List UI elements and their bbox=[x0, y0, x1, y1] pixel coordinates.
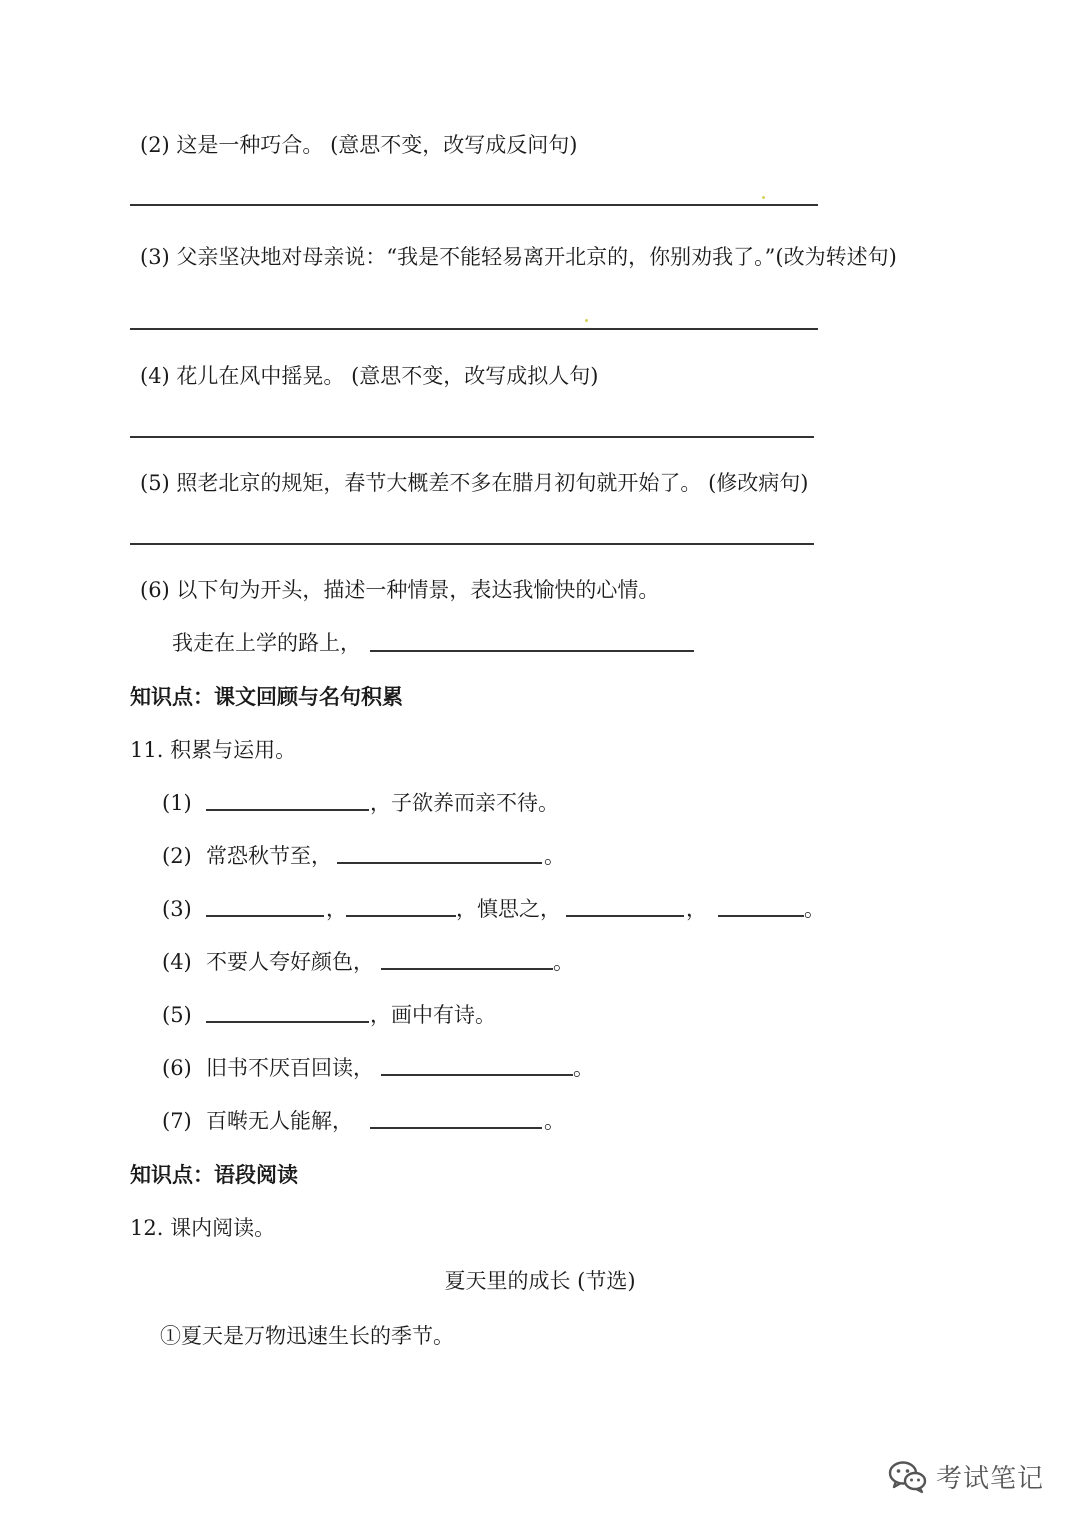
speck bbox=[762, 196, 765, 199]
knowledge-point-heading-2: 知识点：语段阅读 bbox=[130, 1163, 298, 1187]
q11-item-7-after: 。 bbox=[544, 1109, 565, 1133]
watermark-text: 考试笔记 bbox=[935, 1464, 1044, 1494]
wechat-icon bbox=[888, 1460, 928, 1494]
q11-item-6-num: (6) bbox=[162, 1056, 192, 1080]
answer-line-6[interactable] bbox=[370, 650, 694, 652]
q11-item-6-before: 旧书不厌百回读， bbox=[206, 1056, 374, 1080]
q11-blank-4[interactable] bbox=[381, 968, 553, 970]
knowledge-point-heading: 知识点：课文回顾与名句积累 bbox=[130, 685, 403, 709]
question-3: (3) 父亲坚决地对母亲说：“我是不能轻易离开北京的，你别劝我了。”(改为转述句) bbox=[140, 245, 897, 269]
q11-blank-7[interactable] bbox=[370, 1127, 542, 1129]
answer-line-2[interactable] bbox=[130, 204, 818, 206]
q11-item-5-num: (5) bbox=[162, 1003, 192, 1027]
question-5: (5) 照老北京的规矩，春节大概差不多在腊月初旬就开始了。 (修改病句) bbox=[140, 471, 809, 495]
q11-item-3-end: 。 bbox=[804, 897, 825, 921]
answer-line-5[interactable] bbox=[130, 543, 814, 545]
q11-item-7-before: 百啭无人能解， bbox=[206, 1109, 353, 1133]
question-11-title: 11. 积累与运用。 bbox=[130, 738, 297, 762]
q11-item-3-comma: ， bbox=[326, 897, 347, 921]
q11-blank-3a[interactable] bbox=[206, 915, 324, 917]
answer-line-4[interactable] bbox=[130, 436, 814, 438]
question-6: (6) 以下句为开头，描述一种情景，表达我愉快的心情。 bbox=[140, 578, 660, 602]
q11-item-4-num: (4) bbox=[162, 950, 192, 974]
q11-blank-3d[interactable] bbox=[718, 915, 804, 917]
q11-item-7-num: (7) bbox=[162, 1109, 192, 1133]
q11-blank-3b[interactable] bbox=[346, 915, 456, 917]
q11-blank-1[interactable] bbox=[206, 809, 369, 811]
q11-item-3-mid: ，慎思之， bbox=[456, 897, 561, 921]
q11-item-4-before: 不要人夸好颜色， bbox=[206, 950, 374, 974]
q11-blank-2[interactable] bbox=[337, 862, 542, 864]
question-4: (4) 花儿在风中摇晃。 (意思不变，改写成拟人句) bbox=[140, 364, 599, 388]
q11-item-1-num: (1) bbox=[162, 791, 192, 815]
q11-item-1-text: ，子欲养而亲不待。 bbox=[370, 791, 559, 815]
q11-blank-3c[interactable] bbox=[566, 915, 684, 917]
q11-item-4-after: 。 bbox=[553, 950, 574, 974]
answer-line-3[interactable] bbox=[130, 328, 818, 330]
q11-blank-5[interactable] bbox=[206, 1021, 369, 1023]
passage-paragraph-1: ①夏天是万物迅速生长的季节。 bbox=[160, 1324, 454, 1348]
q11-item-2-before: 常恐秋节至， bbox=[206, 844, 332, 868]
q11-item-2-after: 。 bbox=[544, 844, 565, 868]
q11-blank-6[interactable] bbox=[381, 1074, 573, 1076]
passage-title: 夏天里的成长 (节选) bbox=[444, 1269, 636, 1293]
q11-item-2-num: (2) bbox=[162, 844, 192, 868]
q11-item-6-after: 。 bbox=[573, 1056, 594, 1080]
q11-item-3-num: (3) bbox=[162, 897, 192, 921]
question-12-title: 12. 课内阅读。 bbox=[130, 1216, 276, 1240]
watermark bbox=[888, 1458, 1044, 1495]
speck bbox=[585, 319, 588, 322]
question-2: (2) 这是一种巧合。 (意思不变，改写成反问句) bbox=[140, 133, 578, 157]
q11-item-5-text: ，画中有诗。 bbox=[370, 1003, 496, 1027]
question-6-start: 我走在上学的路上， bbox=[172, 631, 361, 655]
q11-item-3-comma2: ， bbox=[686, 897, 707, 921]
